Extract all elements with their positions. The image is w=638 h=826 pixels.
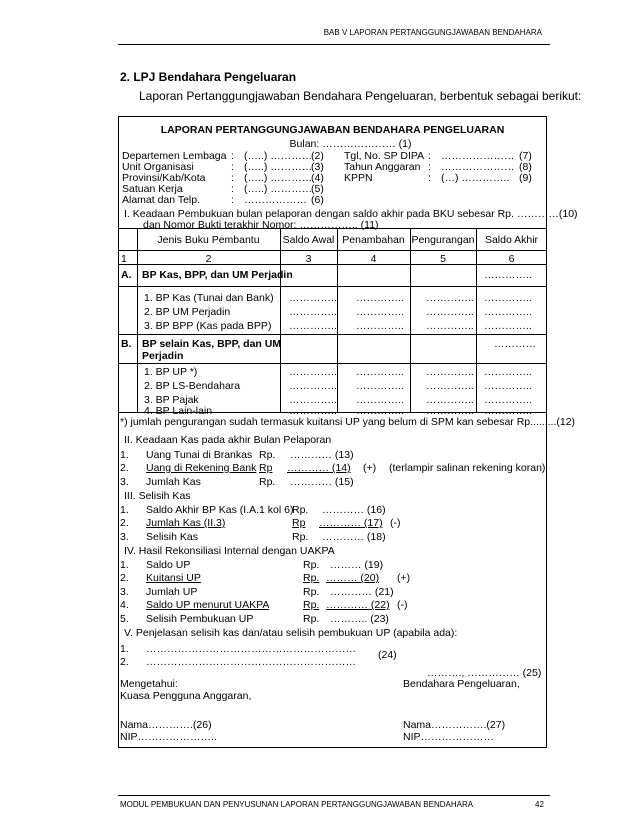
section-1-line-2: dan Nomor Bukti terakhir Nomor: …………….. (11) bbox=[143, 219, 379, 231]
row-number: 2. bbox=[120, 656, 129, 668]
row-number: 3. bbox=[120, 586, 129, 598]
cell-dots: ………….. bbox=[484, 394, 532, 406]
cell-dots: ………….. bbox=[426, 292, 474, 304]
kpa-name: Nama………….(26) bbox=[120, 719, 212, 731]
field-number: (5) bbox=[311, 183, 324, 195]
row-label: 2. BP UM Perjadin bbox=[144, 306, 231, 318]
footer-rule bbox=[118, 795, 550, 796]
cell-dots: ………….. bbox=[289, 366, 337, 378]
row-label: Jumlah Kas (II.3) bbox=[146, 517, 226, 529]
header-rule bbox=[118, 44, 550, 45]
row-rp: Rp. bbox=[303, 599, 320, 611]
cell-dots: ………….. bbox=[356, 292, 404, 304]
field-value: (…..) ………… bbox=[244, 150, 313, 162]
table-rule bbox=[118, 286, 547, 287]
row-rp: Rp. bbox=[303, 559, 320, 571]
field-colon: : bbox=[231, 194, 234, 206]
row-value: ………… (18) bbox=[322, 531, 386, 543]
row-value: ……… (20) bbox=[326, 572, 380, 584]
page-number: 42 bbox=[535, 800, 544, 809]
row-label: 3. BP BPP (Kas pada BPP) bbox=[144, 320, 272, 332]
row-operator: (+) bbox=[397, 572, 411, 584]
field-number: (7) bbox=[519, 150, 532, 162]
row-operator: (-) bbox=[397, 599, 408, 611]
row-label: 4. BP Lain-lain bbox=[144, 405, 213, 417]
row-label: Uang di Rekening Bank bbox=[146, 462, 257, 474]
field-label: Satuan Kerja bbox=[122, 183, 183, 195]
field-label: KPPN bbox=[344, 172, 373, 184]
cell-dots: ………….. bbox=[289, 380, 337, 392]
section-2-title: II. Keadaan Kas pada akhir Bulan Pelaporan bbox=[124, 434, 332, 446]
field-number: (3) bbox=[311, 161, 324, 173]
cell-dots: ………….. bbox=[289, 320, 337, 332]
field-label: Departemen Lembaga bbox=[122, 150, 227, 162]
row-value: ………… (22) bbox=[326, 599, 390, 611]
row-value: ………… (14) bbox=[287, 462, 351, 474]
cell-dots: ………….. bbox=[356, 306, 404, 318]
row-number: 1. bbox=[120, 559, 129, 571]
col-header: Saldo Awal bbox=[282, 234, 335, 246]
treasurer-nip: NIP………………… bbox=[403, 731, 495, 743]
field-label: Alamat dan Telp. bbox=[122, 194, 201, 206]
group-title: BP selain Kas, BPP, dan UM bbox=[142, 338, 282, 350]
table-rule bbox=[118, 250, 547, 251]
row-rp: Rp. bbox=[292, 531, 309, 543]
cell-dots: ………….. bbox=[484, 292, 532, 304]
row-rp: Rp. bbox=[303, 613, 320, 625]
row-operator: (-) bbox=[390, 517, 401, 529]
field-label: Tahun Anggaran bbox=[344, 161, 421, 173]
col-number: 6 bbox=[508, 253, 515, 265]
col-header: Saldo Akhir bbox=[484, 234, 539, 246]
col-header: Penambahan bbox=[342, 234, 405, 246]
row-rp: Rp. bbox=[259, 476, 276, 488]
table-rule bbox=[118, 228, 547, 229]
field-colon: : bbox=[231, 172, 234, 184]
row-label: Jumlah UP bbox=[146, 586, 198, 598]
field-value: (…..) ………… bbox=[244, 172, 313, 184]
col-number: 2 bbox=[205, 253, 212, 265]
group-letter: A. bbox=[121, 269, 132, 281]
field-colon: : bbox=[231, 150, 234, 162]
field-number: (9) bbox=[519, 172, 532, 184]
explanation-number: (24) bbox=[378, 649, 397, 661]
cell-dots: ………….. bbox=[426, 366, 474, 378]
cell-dots: ………….. bbox=[484, 306, 532, 318]
cell-dots: ………….. bbox=[484, 269, 532, 281]
row-value: ………… (15) bbox=[290, 476, 354, 488]
row-number: 1. bbox=[120, 449, 129, 461]
cell-dots: ………….. bbox=[356, 394, 404, 406]
cell-dots: ………….. bbox=[289, 394, 337, 406]
section-4-title: IV. Hasil Rekonsiliasi Internal dengan UAKPA bbox=[124, 545, 335, 557]
row-note: (terlampir salinan rekening koran) bbox=[389, 462, 546, 474]
field-value: (…..) ………… bbox=[244, 161, 313, 173]
row-label: Saldo UP bbox=[146, 559, 191, 571]
place-date: ………., …………… (25) bbox=[427, 667, 542, 679]
cell-dots: ………….. bbox=[356, 366, 404, 378]
col-header: Jenis Buku Pembantu bbox=[157, 234, 260, 246]
cell-dots: ………….. bbox=[484, 320, 532, 332]
row-value: ………… (17) bbox=[319, 517, 383, 529]
row-number: 3. bbox=[120, 531, 129, 543]
col-number: 5 bbox=[440, 253, 446, 265]
field-label: Provinsi/Kab/Kota bbox=[122, 172, 206, 184]
row-value: ……… (19) bbox=[330, 559, 384, 571]
cell-dots: ………….. bbox=[426, 380, 474, 392]
row-label: 1. BP UP *) bbox=[144, 366, 198, 378]
row-label: Saldo Akhir BP Kas (I.A.1 kol 6) bbox=[146, 504, 294, 516]
row-rp: Rp bbox=[259, 462, 273, 474]
row-value: ………… (13) bbox=[290, 449, 354, 461]
running-header: BAB V LAPORAN PERTANGGUNGJAWABAN BENDAHARA bbox=[323, 28, 542, 37]
row-number: 1. bbox=[120, 504, 129, 516]
cell-dots: ………….. bbox=[484, 380, 532, 392]
acknowledged-label: Mengetahui: bbox=[120, 678, 178, 690]
field-number: (6) bbox=[311, 194, 324, 206]
field-colon: : bbox=[428, 172, 431, 184]
cell-dots: ………….. bbox=[426, 320, 474, 332]
row-label: 2. BP LS-Bendahara bbox=[144, 380, 241, 392]
cell-dots: ………….. bbox=[289, 306, 337, 318]
row-operator: (+) bbox=[363, 462, 377, 474]
table-rule bbox=[118, 334, 547, 335]
field-value: ………………… bbox=[441, 161, 515, 173]
group-letter: B. bbox=[121, 338, 132, 350]
kpa-nip: NIP………………….. bbox=[120, 731, 217, 743]
field-value: (…) ………….. bbox=[441, 172, 510, 184]
row-rp: Rp. bbox=[303, 572, 320, 584]
treasurer-title: Bendahara Pengeluaran, bbox=[403, 678, 520, 690]
kpa-title: Kuasa Pengguna Anggaran, bbox=[120, 690, 252, 702]
section-title: 2. LPJ Bendahara Pengeluaran bbox=[120, 70, 297, 84]
row-value: ………… (16) bbox=[322, 504, 386, 516]
form-month: Bulan: ………………… (1) bbox=[289, 138, 412, 150]
row-label: 1. BP Kas (Tunai dan Bank) bbox=[144, 292, 274, 304]
field-colon: : bbox=[428, 150, 431, 162]
row-label: 3. BP Pajak bbox=[144, 394, 199, 406]
field-label: Tgl, No. SP DIPA bbox=[344, 150, 425, 162]
field-value: ……………… bbox=[244, 194, 307, 206]
cell-dots: ………….. bbox=[356, 405, 404, 417]
cell-dots: ………….. bbox=[356, 320, 404, 332]
row-number: 2. bbox=[120, 462, 129, 474]
row-value: ……….. (23) bbox=[330, 613, 389, 625]
col-header: Pengurangan bbox=[411, 234, 475, 246]
cell-dots: ………….. bbox=[426, 394, 474, 406]
field-colon: : bbox=[231, 161, 234, 173]
group-title: BP Kas, BPP, dan UM Perjadin bbox=[142, 269, 293, 281]
section-1-line-1: I. Keadaan Pembukuan bulan pelaporan dengan saldo akhir pada BKU sebesar Rp. …………(10) bbox=[124, 208, 578, 220]
col-number: 3 bbox=[305, 253, 312, 265]
field-colon: : bbox=[428, 161, 431, 173]
table-footnote: *) jumlah pengurangan sudah termasuk kuitansi UP yang belum di SPM kan sebesar Rp.........(12) bbox=[120, 416, 576, 428]
cell-dots: ………….. bbox=[426, 405, 474, 417]
cell-dots: ………….. bbox=[484, 366, 532, 378]
row-label: Selisih Pembukuan UP bbox=[146, 613, 254, 625]
table-rule bbox=[118, 363, 547, 364]
field-value: (…..) ………… bbox=[244, 183, 313, 195]
row-number: 2. bbox=[120, 517, 129, 529]
row-label: Kuitansi UP bbox=[146, 572, 201, 584]
row-rp: Rp. bbox=[303, 586, 320, 598]
row-rp: Rp bbox=[292, 517, 306, 529]
treasurer-name: Nama…………….(27) bbox=[403, 719, 506, 731]
footer-title: MODUL PEMBUKUAN DAN PENYUSUNAN LAPORAN PERTANGGUNGJAWABAN BENDAHARA bbox=[120, 800, 474, 809]
cell-dots: ………….. bbox=[289, 292, 337, 304]
row-label: Selisih Kas bbox=[146, 531, 198, 543]
field-number: (2) bbox=[311, 150, 324, 162]
cell-dots: ………….. bbox=[426, 306, 474, 318]
field-colon: : bbox=[231, 183, 234, 195]
section-intro: Laporan Pertanggungjawaban Bendahara Pengeluaran, berbentuk sebagai berikut: bbox=[139, 89, 582, 103]
field-value: ………………… bbox=[441, 150, 515, 162]
field-number: (8) bbox=[519, 161, 532, 173]
row-number: 1. bbox=[120, 643, 129, 655]
cell-dots: ………….. bbox=[484, 405, 532, 417]
row-rp: Rp. bbox=[259, 449, 276, 461]
field-number: (4) bbox=[311, 172, 324, 184]
row-number: 5. bbox=[120, 613, 129, 625]
row-label: Jumlah Kas bbox=[146, 476, 201, 488]
row-label: Saldo UP menurut UAKPA bbox=[146, 599, 270, 611]
row-number: 2. bbox=[120, 572, 129, 584]
section-3-title: III. Selisih Kas bbox=[124, 490, 191, 502]
cell-dots: ………… bbox=[494, 338, 536, 350]
form-title: LAPORAN PERTANGGUNGJAWABAN BENDAHARA PENGELUARAN bbox=[160, 124, 505, 136]
explanation-line: …………………………………………………… bbox=[146, 643, 356, 655]
col-number: 4 bbox=[370, 253, 377, 265]
row-label: Uang Tunai di Brankas bbox=[146, 449, 253, 461]
section-5-title: V. Penjelasan selisih kas dan/atau selisih pembukuan UP (apabila ada): bbox=[124, 627, 458, 639]
cell-dots: ………….. bbox=[289, 405, 337, 417]
cell-dots: ………….. bbox=[356, 380, 404, 392]
col-number: 1 bbox=[121, 253, 127, 265]
explanation-line: …………………………………………………… bbox=[146, 656, 356, 668]
row-number: 3. bbox=[120, 476, 129, 488]
group-title: Perjadin bbox=[142, 350, 184, 362]
field-label: Unit Organisasi bbox=[122, 161, 194, 173]
row-number: 4. bbox=[120, 599, 129, 611]
row-rp: Rp. bbox=[292, 504, 309, 516]
row-value: ………… (21) bbox=[330, 586, 394, 598]
